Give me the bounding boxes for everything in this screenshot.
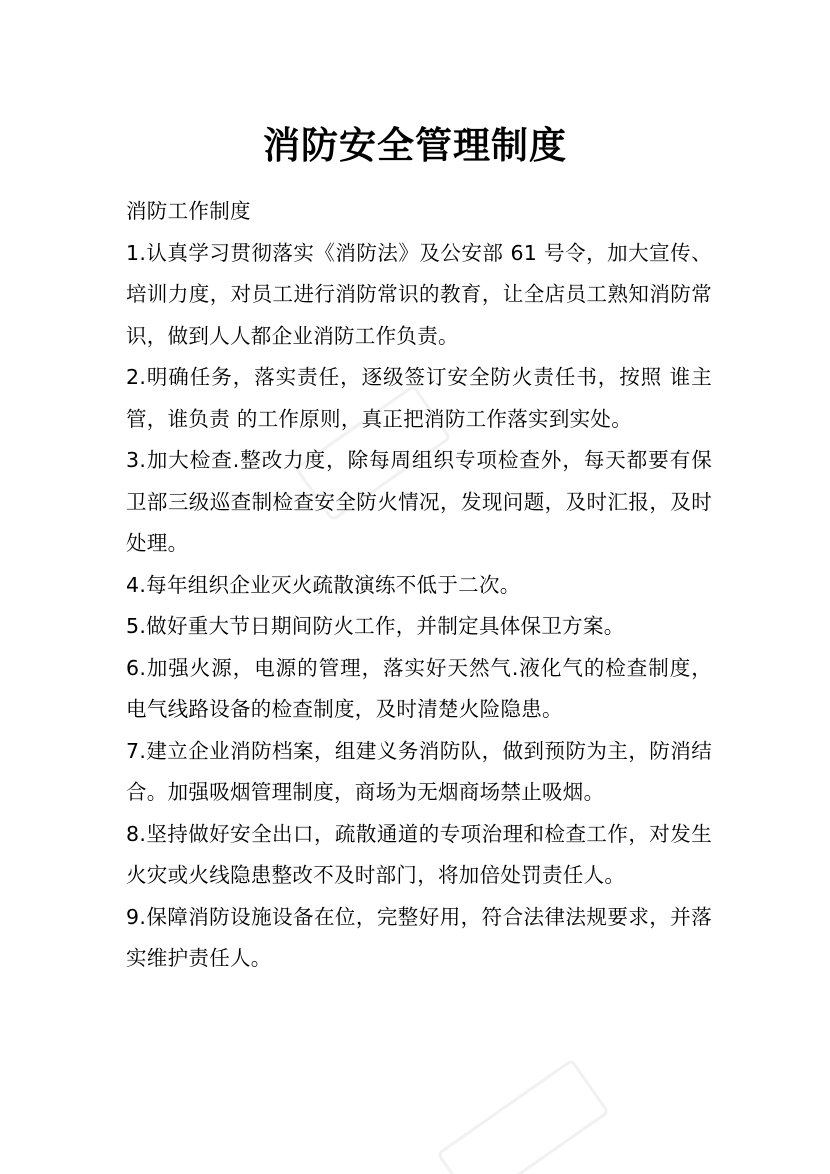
list-item: 8.坚持做好安全出口，疏散通道的专项治理和检查工作，对发生火灾或火线隐患整改不及时部门，将加倍处罚责任人。	[126, 821, 712, 887]
page-title: 消防安全管理制度	[263, 124, 567, 167]
document-body	[126, 191, 712, 980]
list-item: 7.建立企业消防档案，组建义务消防队，做到预防为主，防消结合。加强吸烟管理制度，商场为无烟商场禁止吸烟。	[126, 738, 712, 804]
list-item: 5.做好重大节日期间防火工作，并制定具体保卫方案。	[126, 614, 625, 638]
watermark-stamp	[436, 1058, 610, 1174]
list-item: 3.加大检查.整改力度，除每周组织专项检查外，每天都要有保卫部三级巡查制检查安全防火情况，发现问题，及时汇报，及时处理。	[126, 448, 712, 555]
list-item: 2.明确任务，落实责任，逐级签订安全防火责任书，按照 谁主管，谁负责 的工作原则，真正把消防工作落实到实处。	[126, 365, 712, 431]
list-item: 6.加强火源，电源的管理，落实好天然气.液化气的检查制度，电气线路设备的检查制度，及时清楚火险隐患。	[126, 655, 712, 721]
list-item: 1.认真学习贯彻落实《消防法》及公安部 61 号令，加大宣传、培训力度，对员工进行消防常识的教育，让全店员工熟知消防常识，做到人人都企业消防工作负责。	[126, 240, 712, 348]
section-heading: 消防工作制度	[126, 199, 251, 223]
list-item: 4.每年组织企业灭火疏散演练不低于二次。	[126, 572, 521, 597]
list-item: 9.保障消防设施设备在位，完整好用，符合法律法规要求，并落实维护责任人。	[126, 904, 712, 970]
